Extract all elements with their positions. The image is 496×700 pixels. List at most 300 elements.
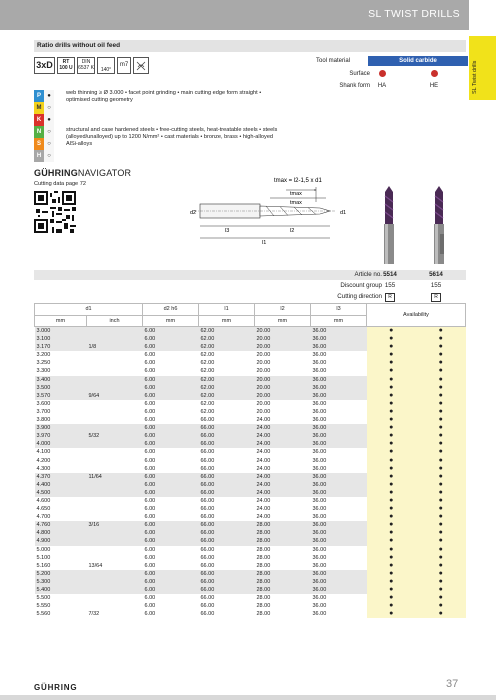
cell-avail-5614: ● (416, 465, 466, 473)
cell-d2: 6.00 (144, 408, 156, 415)
cell-avail-5514: ● (367, 529, 416, 537)
cell-d1: 5.160 (36, 562, 51, 569)
cell-l3: 36.00 (312, 514, 327, 521)
table-row[interactable] (35, 546, 466, 554)
cell-avail-5514: ● (367, 351, 416, 359)
cell-d2: 6.00 (143, 489, 199, 497)
table-row[interactable] (35, 513, 466, 521)
cell-inch: 3/16 (87, 521, 143, 529)
cell-l1: 62.00 (199, 376, 255, 384)
cell-inch (87, 570, 143, 578)
cell-l3: 36.00 (311, 384, 367, 392)
cell-l2: 24.00 (256, 417, 271, 424)
table-row[interactable] (35, 392, 466, 400)
cell-l1: 66.00 (199, 537, 255, 545)
cell-d2: 6.00 (143, 424, 199, 432)
table-row[interactable] (35, 457, 466, 465)
cell-avail-5514: ● (367, 497, 416, 505)
cell-d1: 4.700 (36, 514, 51, 521)
cell-l2: 20.00 (256, 360, 271, 367)
iso-mark: ○ (44, 126, 54, 138)
article-no-1[interactable]: 5514 (383, 271, 397, 278)
cell-l1: 62.00 (199, 343, 255, 351)
cell-inch: 11/64 (87, 473, 143, 481)
cell-inch (87, 481, 143, 489)
table-row[interactable] (35, 400, 466, 408)
cell-l2: 28.00 (255, 578, 311, 586)
cell-inch (87, 505, 143, 513)
iso-letter: P (34, 90, 44, 102)
cell-d1: 3.170 (35, 343, 87, 351)
cell-avail-5514: ● (367, 408, 416, 416)
cell-l3: 36.00 (311, 537, 367, 545)
cell-inch: 1/8 (87, 343, 143, 351)
unit: mm (35, 316, 87, 327)
cell-l3: 36.00 (312, 417, 327, 424)
cell-l2: 24.00 (256, 465, 271, 472)
cell-inch (87, 359, 143, 367)
cell-inch (87, 546, 143, 554)
d1-label: d1 (340, 210, 347, 216)
iso-letter: H (34, 150, 44, 162)
cell-d2: 6.00 (144, 417, 156, 424)
col-header-l1: l1 (199, 304, 255, 316)
cell-avail-5614: ● (416, 497, 466, 505)
iso-row-n (34, 126, 54, 138)
cell-l2: 24.00 (256, 497, 271, 504)
cell-avail-5514: ● (367, 440, 416, 448)
cell-inch (87, 448, 143, 456)
table-row[interactable] (35, 537, 466, 545)
cell-l3: 36.00 (311, 376, 367, 384)
cell-d1: 3.500 (35, 384, 87, 392)
cell-d1: 5.550 (36, 603, 51, 610)
shank-value-1: HA (377, 83, 387, 89)
cell-l1: 66.00 (199, 521, 255, 529)
cutting-data-link[interactable]: Cutting data page 72 (34, 181, 86, 187)
iso-mark: ○ (44, 150, 54, 162)
cell-inch (87, 367, 143, 375)
cell-l2: 20.00 (255, 327, 311, 336)
table-row[interactable] (35, 335, 466, 343)
cutting-direction-icon-1: R (385, 293, 395, 302)
footer-brand-logo: GÜHRING (34, 683, 78, 692)
drill-image-5514 (380, 186, 398, 264)
table-row[interactable] (35, 489, 466, 497)
cell-l3: 36.00 (311, 392, 367, 400)
standard-icon: RT 100 U (57, 57, 75, 74)
cell-l2: 28.00 (255, 521, 311, 529)
cell-l2: 24.00 (255, 432, 311, 440)
iso-row-h (34, 150, 54, 162)
cell-d1: 5.000 (36, 546, 51, 553)
cell-l1: 66.00 (200, 603, 215, 610)
cell-d1: 4.000 (35, 440, 87, 448)
cell-l1: 66.00 (199, 473, 255, 481)
cell-d1: 3.900 (35, 424, 87, 432)
cell-l1: 66.00 (200, 611, 215, 618)
cell-l1: 66.00 (200, 562, 215, 569)
cell-l3: 36.00 (312, 360, 327, 367)
table-row[interactable] (35, 408, 466, 416)
cell-avail-5614: ● (416, 562, 466, 570)
cell-l2: 20.00 (256, 400, 271, 407)
cell-d1: 3.700 (36, 408, 51, 415)
cell-avail-5514: ● (367, 448, 416, 456)
cell-l2: 28.00 (255, 537, 311, 545)
dimension-table (34, 303, 466, 618)
drill-image-5614 (430, 186, 448, 264)
cell-d1: 4.900 (35, 537, 87, 545)
cell-d2: 6.00 (144, 562, 156, 569)
cell-avail-5614: ● (416, 440, 466, 448)
table-row[interactable] (35, 424, 466, 432)
din-icon: DIN 6537 K (77, 57, 95, 74)
cell-avail-5614: ● (416, 376, 466, 384)
cell-l3: 36.00 (312, 457, 327, 464)
table-row[interactable] (35, 327, 466, 336)
cell-l1: 62.00 (199, 392, 255, 400)
cell-l1: 66.00 (199, 481, 255, 489)
article-label: Article no. (354, 271, 382, 278)
cell-d2: 6.00 (143, 432, 199, 440)
cell-l1: 66.00 (199, 489, 255, 497)
cell-l3: 36.00 (312, 611, 327, 618)
cell-l2: 20.00 (255, 392, 311, 400)
cell-l1: 66.00 (200, 465, 215, 472)
cell-l2: 28.00 (256, 595, 271, 602)
cell-inch: 13/64 (88, 562, 103, 569)
qr-code-icon[interactable] (34, 191, 76, 233)
cell-d2: 6.00 (143, 529, 199, 537)
cell-l1: 62.00 (200, 400, 215, 407)
cell-l2: 28.00 (256, 562, 271, 569)
table-row[interactable] (35, 376, 466, 384)
side-tab-label: SL Twist drills (472, 60, 478, 94)
table-row[interactable] (35, 554, 466, 562)
iso-letter: S (34, 138, 44, 150)
point-angle-label: 140° (100, 66, 112, 73)
length-3xd-icon: 3xD (34, 57, 55, 74)
cell-d1: 3.800 (36, 417, 51, 424)
unit: mm (311, 316, 367, 327)
cell-avail-5614: ● (416, 384, 466, 392)
cell-d2: 6.00 (143, 473, 199, 481)
cell-l2: 20.00 (256, 368, 271, 375)
cell-l3: 36.00 (312, 603, 327, 610)
cell-d2: 6.00 (143, 376, 199, 384)
cell-l1: 66.00 (199, 432, 255, 440)
cell-avail-5514: ● (367, 432, 416, 440)
cell-l2: 24.00 (255, 481, 311, 489)
cell-inch (87, 489, 143, 497)
iso-row-p (34, 90, 54, 102)
cell-inch (87, 594, 143, 602)
cell-l2: 28.00 (256, 603, 271, 610)
cell-inch (87, 351, 143, 359)
cell-avail-5514: ● (367, 554, 416, 562)
table-row[interactable] (35, 343, 466, 351)
iso-mark: ● (44, 114, 54, 126)
table-row[interactable] (35, 602, 466, 610)
iso-letter: K (34, 114, 44, 126)
article-no-2[interactable]: 5614 (429, 271, 443, 278)
navigator-suffix: NAVIGATOR (77, 168, 132, 178)
cell-l3: 36.00 (311, 570, 367, 578)
cell-inch (87, 440, 143, 448)
cell-avail-5614: ● (416, 351, 466, 359)
iso-row-k (34, 114, 54, 126)
cell-d2: 6.00 (144, 368, 156, 375)
cell-l1: 66.00 (200, 506, 215, 513)
tmax-label-2: tmax (290, 200, 302, 206)
cell-l1: 66.00 (200, 417, 215, 424)
cell-l1: 62.00 (200, 408, 215, 415)
cell-l3: 36.00 (312, 562, 327, 569)
cell-l3: 36.00 (311, 529, 367, 537)
tool-material-value: Solid carbide (368, 56, 468, 66)
cell-l2: 24.00 (255, 473, 311, 481)
cell-l1: 62.00 (200, 360, 215, 367)
cell-d1: 4.800 (35, 529, 87, 537)
table-row[interactable] (35, 367, 466, 375)
cell-d2: 6.00 (143, 343, 199, 351)
table-row[interactable] (35, 529, 466, 537)
cell-inch (87, 578, 143, 586)
cell-d2: 6.00 (143, 537, 199, 545)
cutting-direction-icon-2: R (431, 293, 441, 302)
surface-coating-icon-1 (362, 69, 402, 79)
cell-d2: 6.00 (143, 570, 199, 578)
unit: mm (143, 316, 199, 327)
cell-l2: 20.00 (255, 343, 311, 351)
cell-d1: 4.760 (35, 521, 87, 529)
cell-d1: 5.500 (36, 595, 51, 602)
cell-d1: 4.300 (36, 465, 51, 472)
cell-avail-5514: ● (367, 424, 416, 432)
formula-text: tmax = l2-1,5 x d1 (274, 178, 322, 184)
cell-l1: 66.00 (199, 529, 255, 537)
cell-inch (87, 497, 143, 505)
navigator-logo[interactable] (34, 168, 131, 178)
table-row[interactable] (35, 359, 466, 367)
cell-avail-5614: ● (416, 457, 466, 465)
cell-avail-5614: ● (416, 367, 466, 375)
cell-avail-5614: ● (416, 537, 466, 545)
cell-inch: 5/32 (87, 432, 143, 440)
cell-avail-5514: ● (367, 521, 416, 529)
cell-inch (87, 602, 143, 610)
cell-l3: 36.00 (312, 465, 327, 472)
table-row[interactable] (35, 562, 466, 570)
cell-l3: 36.00 (312, 546, 327, 553)
cell-l1: 66.00 (200, 595, 215, 602)
cell-l3: 36.00 (311, 440, 367, 448)
cell-l1: 66.00 (200, 497, 215, 504)
cell-l3: 36.00 (311, 424, 367, 432)
cell-avail-5614: ● (416, 505, 466, 513)
cell-avail-5514: ● (367, 416, 416, 424)
cell-l2: 28.00 (255, 529, 311, 537)
shank-label: Shank form (339, 83, 370, 89)
cell-avail-5514: ● (367, 327, 416, 336)
table-row[interactable] (35, 578, 466, 586)
cell-d1: 3.200 (36, 352, 51, 359)
cell-inch (87, 554, 143, 562)
cell-avail-5614: ● (416, 416, 466, 424)
cell-inch (87, 465, 143, 473)
table-row[interactable] (35, 448, 466, 456)
cell-l3: 36.00 (311, 473, 367, 481)
cell-inch (87, 384, 143, 392)
tolerance-icon: m7 (117, 57, 131, 74)
col-header-l2: l2 (255, 304, 311, 316)
cell-inch (87, 376, 143, 384)
table-row[interactable] (35, 416, 466, 424)
cell-d2: 6.00 (143, 440, 199, 448)
cell-d2: 6.00 (143, 392, 199, 400)
cell-avail-5614: ● (416, 432, 466, 440)
cell-d1: 5.560 (36, 611, 51, 618)
cell-l1: 62.00 (199, 335, 255, 343)
surface-row (0, 66, 496, 79)
cell-d2: 6.00 (144, 352, 156, 359)
cell-avail-5514: ● (367, 578, 416, 586)
cell-d2: 6.00 (144, 514, 156, 521)
cell-avail-5514: ● (367, 537, 416, 545)
cell-d2: 6.00 (144, 400, 156, 407)
cell-l2: 24.00 (256, 449, 271, 456)
table-row[interactable] (35, 594, 466, 602)
cell-d2: 6.00 (144, 457, 156, 464)
cell-l2: 24.00 (256, 514, 271, 521)
cell-l3: 36.00 (311, 327, 367, 336)
cell-avail-5614: ● (416, 602, 466, 610)
tool-material-label: Tool material (315, 58, 350, 64)
cell-avail-5514: ● (367, 465, 416, 473)
cell-d1: 4.400 (35, 481, 87, 489)
col-header-d1: d1 (35, 304, 143, 316)
table-row[interactable] (35, 384, 466, 392)
cell-d2: 6.00 (144, 506, 156, 513)
cell-d2: 6.00 (143, 521, 199, 529)
table-row[interactable] (35, 610, 466, 618)
table-row[interactable] (35, 586, 466, 594)
table-row[interactable] (35, 432, 466, 440)
cell-l2: 20.00 (255, 376, 311, 384)
cell-l3: 36.00 (311, 578, 367, 586)
header-title: SL TWIST DRILLS (368, 8, 460, 20)
l2-label: l2 (290, 228, 295, 234)
cell-d1: 3.250 (36, 360, 51, 367)
cell-avail-5614: ● (416, 335, 466, 343)
iso-row-m (34, 102, 54, 114)
cell-inch (87, 424, 143, 432)
discount-label: Discount group (340, 282, 382, 289)
cell-l3: 36.00 (312, 352, 327, 359)
cell-d2: 6.00 (143, 327, 199, 336)
cell-avail-5514: ● (367, 335, 416, 343)
table-row[interactable] (35, 521, 466, 529)
cell-l2: 24.00 (255, 424, 311, 432)
cell-d1: 4.370 (35, 473, 87, 481)
cell-avail-5514: ● (367, 586, 416, 594)
table-row[interactable] (35, 570, 466, 578)
cell-l1: 66.00 (199, 586, 255, 594)
navigator-brand: GÜHRING (34, 168, 78, 178)
cell-l2: 24.00 (255, 440, 311, 448)
cell-avail-5514: ● (367, 570, 416, 578)
iso-material-list (34, 90, 54, 162)
cell-l1: 66.00 (200, 514, 215, 521)
cell-d1: 5.100 (36, 554, 51, 561)
cell-avail-5514: ● (367, 367, 416, 375)
d2-label: d2 (190, 210, 197, 216)
cell-avail-5614: ● (416, 392, 466, 400)
cell-l1: 66.00 (199, 570, 255, 578)
cell-d2: 6.00 (144, 554, 156, 561)
l1-label: l1 (262, 240, 267, 246)
page-number: 37 (446, 678, 459, 690)
cell-d2: 6.00 (144, 603, 156, 610)
cell-d2: 6.00 (144, 611, 156, 618)
table-row[interactable] (35, 465, 466, 473)
tmax-label: tmax (290, 191, 302, 197)
section-title: Ratio drills without oil feed (34, 40, 466, 52)
cell-inch (87, 416, 143, 424)
cell-avail-5614: ● (416, 610, 466, 618)
iso-mark: ○ (44, 138, 54, 150)
cell-d2: 6.00 (144, 546, 156, 553)
cell-l1: 66.00 (199, 440, 255, 448)
table-row[interactable] (35, 505, 466, 513)
cell-inch (87, 335, 143, 343)
cell-inch (87, 457, 143, 465)
table-row[interactable] (35, 497, 466, 505)
cell-l2: 28.00 (255, 586, 311, 594)
cell-avail-5614: ● (416, 529, 466, 537)
cell-l2: 24.00 (256, 457, 271, 464)
cell-avail-5514: ● (367, 400, 416, 408)
discount-row (34, 281, 466, 291)
cell-l3: 36.00 (311, 432, 367, 440)
cell-l3: 36.00 (311, 481, 367, 489)
table-row[interactable] (35, 473, 466, 481)
cell-d2: 6.00 (144, 360, 156, 367)
iso-mark: ● (44, 90, 54, 102)
cell-d2: 6.00 (143, 578, 199, 586)
table-row[interactable] (35, 481, 466, 489)
cell-avail-5614: ● (416, 408, 466, 416)
table-row[interactable] (35, 351, 466, 359)
cell-l2: 28.00 (256, 546, 271, 553)
cell-avail-5614: ● (416, 489, 466, 497)
cell-l2: 28.00 (256, 554, 271, 561)
material-description: structural and case hardened steels • free-cutting steels, heat-treatable steels • steels (alloyed/unalloyed) up to 1200 N/mm² • cast materials • bronze, brass • high-alloyed AlSi-alloys (66, 127, 278, 147)
cell-inch: 9/64 (87, 392, 143, 400)
cell-d1: 3.000 (35, 327, 87, 336)
cell-d1: 3.970 (35, 432, 87, 440)
cell-l1: 66.00 (200, 546, 215, 553)
cell-d1: 4.200 (36, 457, 51, 464)
table-row[interactable] (35, 440, 466, 448)
cell-avail-5514: ● (367, 376, 416, 384)
cell-l3: 36.00 (311, 586, 367, 594)
cell-avail-5614: ● (416, 481, 466, 489)
table-header-row (35, 304, 466, 316)
discount-2: 155 (430, 282, 442, 289)
cell-avail-5614: ● (416, 554, 466, 562)
